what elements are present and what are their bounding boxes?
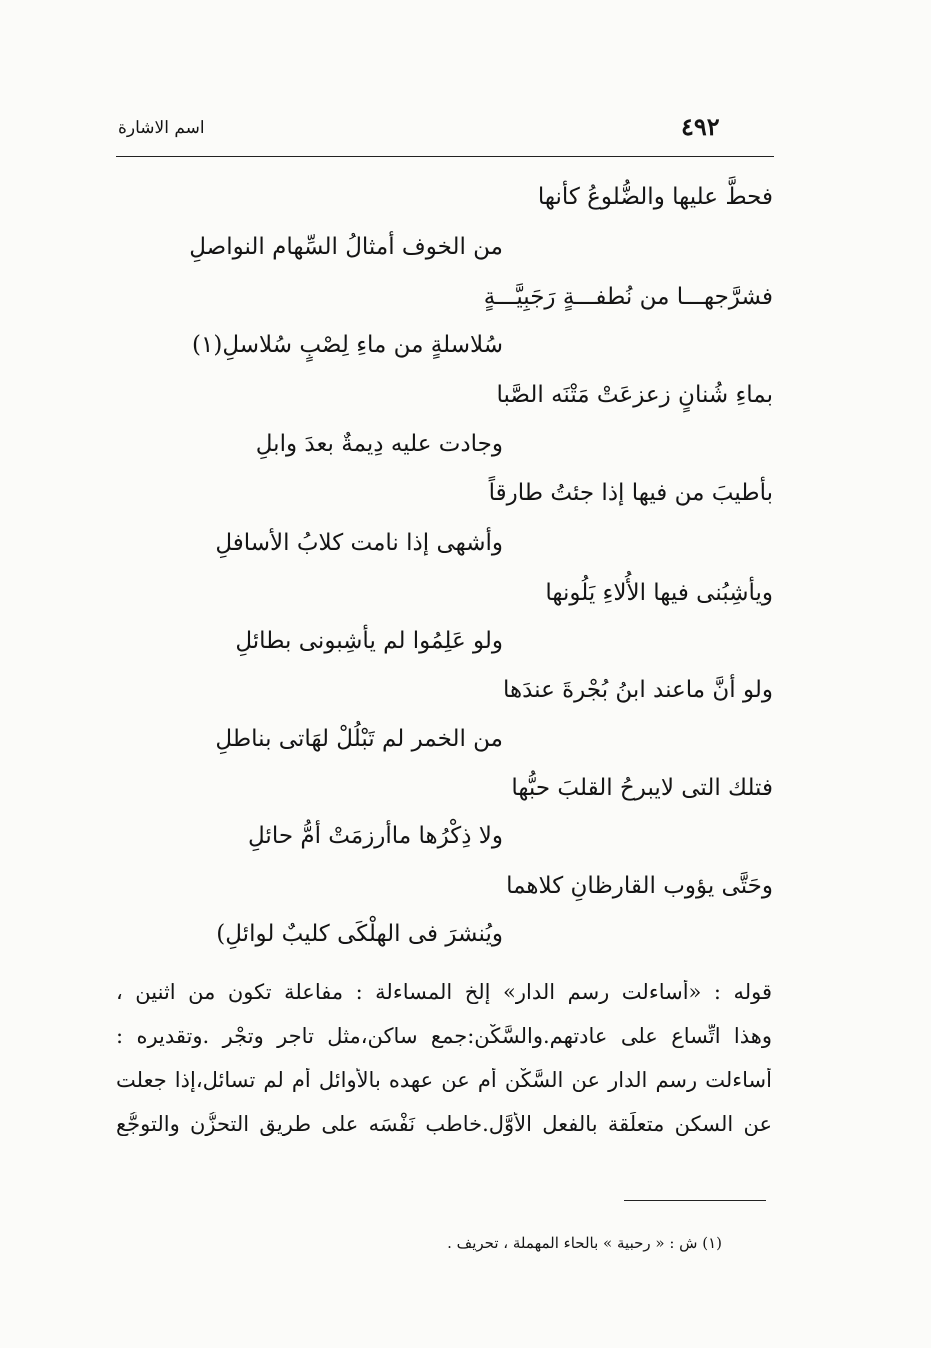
verse-3-second-hemistich: وجادت عليه دِيمةٌ بعدَ وابلِ: [255, 431, 503, 457]
verse-4-first-hemistich: بأطيبَ من فيها إذا جئتُ طارقاً: [488, 480, 773, 506]
page-number: ٤٩٢: [681, 112, 720, 141]
header-rule: [116, 156, 774, 157]
verse-1-first-hemistich: فحطَّ عليها والضُّلوعُ كأنها: [537, 184, 773, 210]
commentary-line-3: أساءلت رسم الدار عن السَّكْن أم عن عهده بالأوائل أم لم تسائل،إذا جعلت: [116, 1068, 772, 1092]
commentary-paragraph: [116, 980, 772, 1160]
verse-6-second-hemistich: من الخمر لم تَبْلُلْ لهَاتى بناطلِ: [215, 726, 503, 752]
commentary-line-1: قوله : «أساءلت رسم الدار» إلخ المساءلة : مفاعلة تكون من اثنين ،: [116, 980, 772, 1004]
verse-1-second-hemistich: من الخوف أمثالُ السِّهام النواصلِ: [189, 234, 503, 260]
verse-7-first-hemistich: فتلك التى لايبرحُ القلبَ حبُّها: [511, 775, 773, 801]
verse-2-first-hemistich: فشرَّجهـــا من نُطفـــةٍ رَجَبِيَّـــةٍ: [483, 284, 773, 310]
verse-4-second-hemistich: وأشهى إذا نامت كلابُ الأسافلِ: [215, 530, 503, 556]
verse-3-first-hemistich: بماءِ شُنانٍ زعزعَتْ مَتْنَه الصَّبا: [496, 382, 773, 408]
verse-7-second-hemistich: ولا ذِكْرُها ماأرزمَتْ أمُّ حائلِ: [248, 823, 503, 849]
footnote: (١) ش : « رحبية » بالحاء المهملة ، تحريف .: [447, 1234, 722, 1252]
verse-2-second-hemistich: سُلاسلةٍ من ماءِ لِصْبٍ سُلاسلِ(١): [192, 332, 503, 358]
verse-8-second-hemistich: ويُنشرَ فى الهلْكَى كليبٌ لوائلِ): [216, 921, 503, 947]
commentary-line-4: عن السكن متعلِّقة بالفعل الأوَّل.خاطب نَفْسَه على طريق التحزُّن والتوجُّع: [116, 1112, 772, 1136]
footnote-rule: [624, 1200, 766, 1201]
verse-8-first-hemistich: وحَتَّى يؤوب القارظانِ كلاهما: [506, 873, 773, 899]
commentary-line-2: وهذا اتِّساع على عادتهم.والسَّكْن:جمع ساكن،مثل تاجر وتجْر .وتقديره :: [116, 1024, 772, 1048]
verse-5-first-hemistich: ويأشِبُنى فيها الأُلاءِ يَلُونها: [545, 580, 773, 606]
verse-6-first-hemistich: ولو أنَّ ماعند ابنُ بُجْرةَ عندَها: [502, 677, 773, 703]
verse-5-second-hemistich: ولو عَلِمُوا لم يأشِبونى بطائلِ: [235, 628, 503, 654]
running-header-title: اسم الاشارة: [118, 118, 205, 138]
